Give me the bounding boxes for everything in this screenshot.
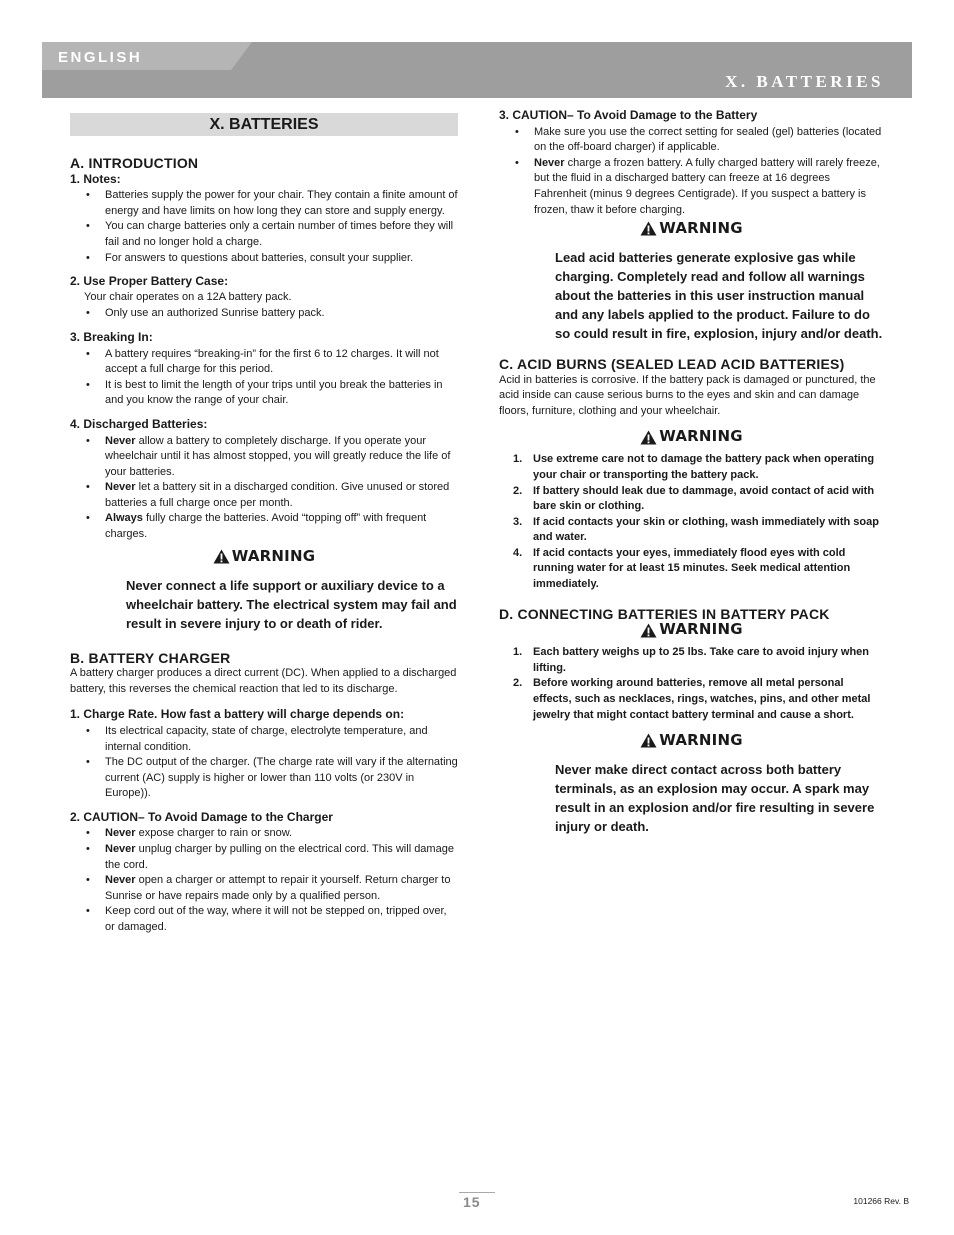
- warning-block: [499, 733, 884, 754]
- list-item: • Always fully charge the batteries. Avoid “topping off” with frequent charges.: [86, 512, 427, 541]
- section-title: X. BATTERIES: [70, 113, 458, 136]
- list-item: • Never let a battery sit in a discharged condition. Give unused or stored batteries a full charge once per month.: [86, 481, 450, 509]
- warning-label: WARNING: [640, 733, 742, 749]
- charge-rate-list: [70, 724, 458, 802]
- warning-block: [499, 429, 884, 450]
- heading-connecting-batteries: D. CONNECTING BATTERIES IN BATTERY PACK: [499, 605, 830, 622]
- right-column: [499, 108, 884, 836]
- notes-list: [70, 188, 458, 266]
- warning-text-terminals: Never make direct contact across both battery terminals, as an explosion may occur. A spark may result in an explosion and/or fire resulting in severe injury or death.: [555, 762, 875, 834]
- list-item: • Make sure you use the correct setting for sealed (gel) batteries (located on the off-board charger) if applicable.: [515, 125, 882, 154]
- warning-triangle-icon: [213, 549, 230, 564]
- list-item: • Batteries supply the power for your chair. They contain a finite amount of energy and have limits on how long they can store and supply energy.: [86, 189, 458, 217]
- footer-divider: [459, 1192, 495, 1193]
- list-item: • It is best to limit the length of your trips until you break the batteries in and you know the range of your chair.: [86, 378, 443, 407]
- warning-triangle-icon: [640, 733, 657, 748]
- list-item: • You can charge batteries only a certain number of times before they will fail and no longer hold a charge.: [86, 220, 454, 248]
- subheading-discharged: 4. Discharged Batteries:: [70, 416, 208, 431]
- left-column: [70, 108, 458, 936]
- subheading-caution-charger: 2. CAUTION– To Avoid Damage to the Charger: [70, 809, 333, 824]
- list-item: • Its electrical capacity, state of charge, electrolyte temperature, and internal condition.: [86, 724, 428, 753]
- warning-label: WARNING: [640, 429, 742, 445]
- caution-charger-list: [70, 826, 458, 935]
- warning-triangle-icon: [640, 623, 657, 638]
- list-item: • Never unplug charger by pulling on the electrical cord. This will damage the cord.: [86, 843, 454, 871]
- subheading-charge-rate: 1. Charge Rate. How fast a battery will charge depends on:: [70, 707, 405, 722]
- warning-label: WARNING: [640, 622, 742, 638]
- page-number: 15: [463, 1194, 481, 1210]
- list-item: • Never expose charger to rain or snow.: [86, 827, 293, 840]
- heading-introduction: A. INTRODUCTION: [70, 155, 199, 171]
- warning-block: [499, 221, 884, 242]
- heading-battery-charger: B. BATTERY CHARGER: [70, 649, 231, 666]
- list-item: • Only use an authorized Sunrise battery pack.: [86, 307, 325, 320]
- heading-acid-burns: C. ACID BURNS (SEALED LEAD ACID BATTERIES): [499, 356, 845, 373]
- warning-block: [70, 546, 458, 570]
- list-item: • A battery requires “breaking-in” for the first 6 to 12 charges. It will not accept a full charge for this period.: [86, 347, 439, 376]
- warning-label: WARNING: [213, 549, 315, 565]
- list-item: • Never charge a frozen battery. A fully charged battery will rarely freeze, but the fluid in a discharged battery can freeze at 16 degrees Fahrenheit (minus 9 degrees Centigrade). If you suspect a battery is frozen, thaw it before charging.: [515, 156, 880, 216]
- warning-triangle-icon: [640, 430, 657, 445]
- list-item: 1. Use extreme care not to damage the battery pack when operating your chair or transporting the battery pack.: [513, 453, 875, 481]
- subheading-battery-case: 2. Use Proper Battery Case:: [70, 274, 229, 289]
- connecting-batteries-list: [499, 645, 884, 723]
- acid-burns-intro: Acid in batteries is corrosive. If the battery pack is damaged or punctured, the acid inside can cause serious burns to the eyes and skin and can damage floors, furniture, clothing and your wheelchair.: [499, 373, 876, 417]
- subheading-caution-battery: 3. CAUTION– To Avoid Damage to the Battery: [499, 108, 758, 122]
- subheading-notes: 1. Notes:: [70, 171, 121, 186]
- discharged-list: [70, 434, 458, 543]
- list-item: 2. If battery should leak due to dammage, avoid contact of acid with bare skin or clothing.: [513, 484, 875, 513]
- battery-case-list: [70, 306, 458, 322]
- document-id: 101266 Rev. B: [853, 1196, 909, 1206]
- acid-burns-list: [499, 452, 884, 592]
- list-item: 3. If acid contacts your skin or clothing, wash immediately with soap and water.: [513, 515, 879, 544]
- caution-battery-list: [499, 125, 884, 219]
- list-item: 2. Before working around batteries, remove all metal personal effects, such as necklaces, rings, watches, pins, and other metal jewelry that might contact battery terminal and cause a short.: [513, 677, 871, 721]
- warning-triangle-icon: [640, 221, 657, 236]
- header-section-title: X. BATTERIES: [725, 72, 884, 91]
- warning-text-explosive-gas: Lead acid batteries generate explosive gas while charging. Completely read and follow all warnings about the batteries in this user instruction manual and any labels applied to the product. Failure to do so could result in fire, explosion, injury and/or death.: [555, 250, 883, 342]
- list-item: • Never open a charger or attempt to repair it yourself. Return charger to Sunrise or have repairs made only by a qualified person.: [86, 874, 451, 902]
- warning-label: WARNING: [640, 221, 742, 237]
- list-item: • The DC output of the charger. (The charge rate will vary if the alternating current (AC) supply is higher or lower than 110 volts (or 230V in Europe)).: [86, 756, 458, 800]
- list-item: 4. If acid contacts your eyes, immediately flood eyes with cold running water for at least 15 minutes. Seek medical attention immediately.: [513, 546, 851, 591]
- subheading-breaking-in: 3. Breaking In:: [70, 329, 153, 344]
- battery-charger-intro: A battery charger produces a direct current (DC). When applied to a discharged battery, this reverses the chemical reaction that led to its discharge.: [70, 667, 457, 695]
- list-item: • For answers to questions about batteries, consult your supplier.: [86, 251, 414, 264]
- list-item: • Keep cord out of the way, where it will not be stepped on, tripped over, or damaged.: [86, 905, 447, 934]
- warning-block: [499, 622, 884, 643]
- list-item: 1. Each battery weighs up to 25 lbs. Take care to avoid injury when lifting.: [513, 646, 869, 674]
- breaking-in-list: [70, 347, 458, 409]
- battery-case-text: Your chair operates on a 12A battery pack.: [84, 290, 292, 303]
- header-language: ENGLISH: [58, 49, 143, 66]
- list-item: • Never allow a battery to completely discharge. If you operate your wheelchair until it has almost stopped, you will greatly reduce the life of your batteries.: [86, 434, 451, 478]
- warning-text-life-support: Never connect a life support or auxiliary device to a wheelchair battery. The electrical system may fail and result in severe injury to or death of rider.: [126, 577, 457, 631]
